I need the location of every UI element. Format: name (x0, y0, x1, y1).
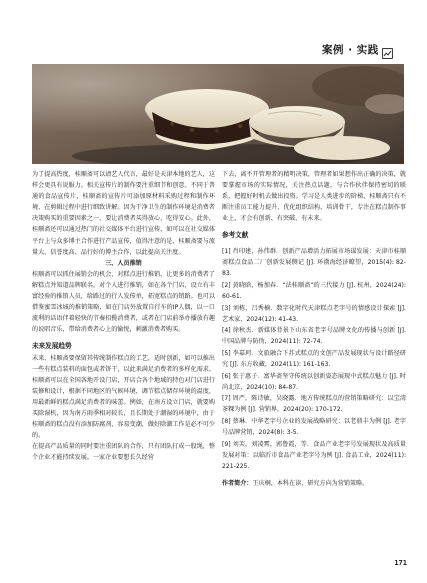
section-title: 未来发展趋势 (32, 342, 72, 351)
page-number: 171 (394, 559, 407, 567)
paragraph: 下去，离不开管理者的精明决策，管理者如果想作出正确的决策，就要掌握市场的实际情况，关注热点话题，与合作伙伴保持密切的联系，把握好时机去做出投资。学习是人类进步的阶梯，桂顺斋只有不断注重员工能力提升，优化组织结构，培训骨干，专注在糕点制作事业上，才会有创新、有突破、有未来。 (222, 171, 406, 223)
reference-item: [8] 蔡琳．中华老字号企业的发展战略研究：以老鼎丰为例 [J]. 老字号品牌营销，2024(8): 3-5. (222, 417, 406, 437)
author-note (222, 478, 406, 489)
paragraph: 未来，桂顺斋要保留其传统制作糕点的工艺，适时创新，如可以推出一些有糕点装料的面包或者饼干，以此来满足消费者的多样化需求。桂顺斋可以在全国各地开设门店，开店合各个地域的特色对门店进行装修和设计，根据不同地区的气候环境，调节糕点储存环境的温度，用最新鲜的糕点满足消费者的味蕾。例如，在南方设立门店，就要购买除湿机，因为南方雨季相对较长，且长期处于潮湿的环境中，由于桂顺斋的糕点没有添加防腐剂，容易变潮，做好除潮工作是必不可少的。 (32, 354, 215, 440)
paragraph: 在提高产品质量的同时要注重团队的合作，只有团队打成一股绳，整个企业才能持续发展。一家企业要想长久经营 (32, 443, 215, 462)
author-text: 王庆桐，本科在读，研究方向为营销策略。 (252, 479, 369, 487)
reference-item: [4] 徐秋杰．新媒体背景下山东省老字号品牌文化的传播与创新 [J]. 中国品牌与防伪，2024(11): 72-74. (222, 327, 408, 346)
reference-item: [2] 黄晓晗，杨加春．“法桂顺斋”的三代接力 [J]. 杭州，2024(24): 60-61. (222, 281, 408, 300)
reference-item: [9] 刘芙，刘凌霄，郭鲁霞，等．食品产业老字号发展现状及高质量发展对策：以临沂市食品产业老字号为例 [J]. 食品工业，2024(11): 221-225. (222, 440, 408, 470)
section-label: 案例 · 实践 (322, 43, 379, 56)
hero-photo-pastries (32, 64, 404, 164)
reference-item: [3] 刘栋，吕秀楠．数字化时代天津糕点老字号的情感设计探索 [J]. 艺术家，2024(12): 41-43. (222, 304, 408, 323)
chart-doc-icon (382, 44, 393, 55)
paragraph: 为了提高热度，桂顺斋可以请艺人代言，最好是天津本地的艺人，这样会更具有说服力。相关宣传片的制作要注重细节和创意。不同于普通的食品宣传片，桂顺斋的宣传片可添加原材料采购过程和制作环境，在剪辑过程中进行细致讲解。因为干净卫生的制作环境是消费者决策购买的重要因素之一，要让消费者买得放心、吃得安心。此外，桂顺斋还可以通过热门的社交媒体平台进行宣传，如可以在社交媒体平台上与众多博主合作进行产品宣传，值得注意的是，桂顺斋要与流量大、信誉度高、品行好的博主合作，以此提高关注度。 (32, 171, 215, 256)
right-column (222, 169, 406, 489)
section-header (322, 41, 404, 57)
reference-item: [1] 肖印建，孙伟群．创新产品增活力拓展市场谋发展：天津市桂顺斋糕点食品二厂创新发展侧记 [J]. 环渤海经济瞭望，2015(4): 82-83. (222, 248, 406, 278)
references-title: 参考文献 (222, 231, 249, 240)
paragraph: 桂顺斋可以抓住展销会的机会，对糕点进行推销，让更多的消费者了解糕点并知道品牌联名。对个人进行推销，如在各个门店，设立有丰富经验的推销人员，给路过的行人发传单，拓宽糕点的销路。也可以借鉴蜜雪冰城的推销策略，如在门店外放置自行车的IP人偶，以一口流利的话语伴着轻快的节奏招揽消费者，或者在门店前举办播放有趣的说唱音乐，带给消费者心上的愉悦，刺激消费者购买。 (32, 270, 215, 334)
author-label: 作者简介： (222, 479, 253, 487)
left-column (32, 169, 215, 463)
reference-item: [7] 周严，陈诗敏，吴晓露．地方传统糕点的营销策略研究：以宝湾茶粿为例 [J]. 营销界，2024(20): 170-172. (222, 395, 406, 414)
reference-item: [6] 张于惠子．富华斋坚守传统以创新姿态展现中式糕点魅力 [J]. 时尚北京，2024(10): 84-87. (222, 372, 406, 391)
reference-item: [5] 李嘉珂．文旅融合下苏式糕点的文创产品发展现状与设计路径研究 [J]. 东方收藏，2024(11): 161-163. (222, 349, 406, 368)
subheading: 三、人员推销 (105, 259, 142, 267)
